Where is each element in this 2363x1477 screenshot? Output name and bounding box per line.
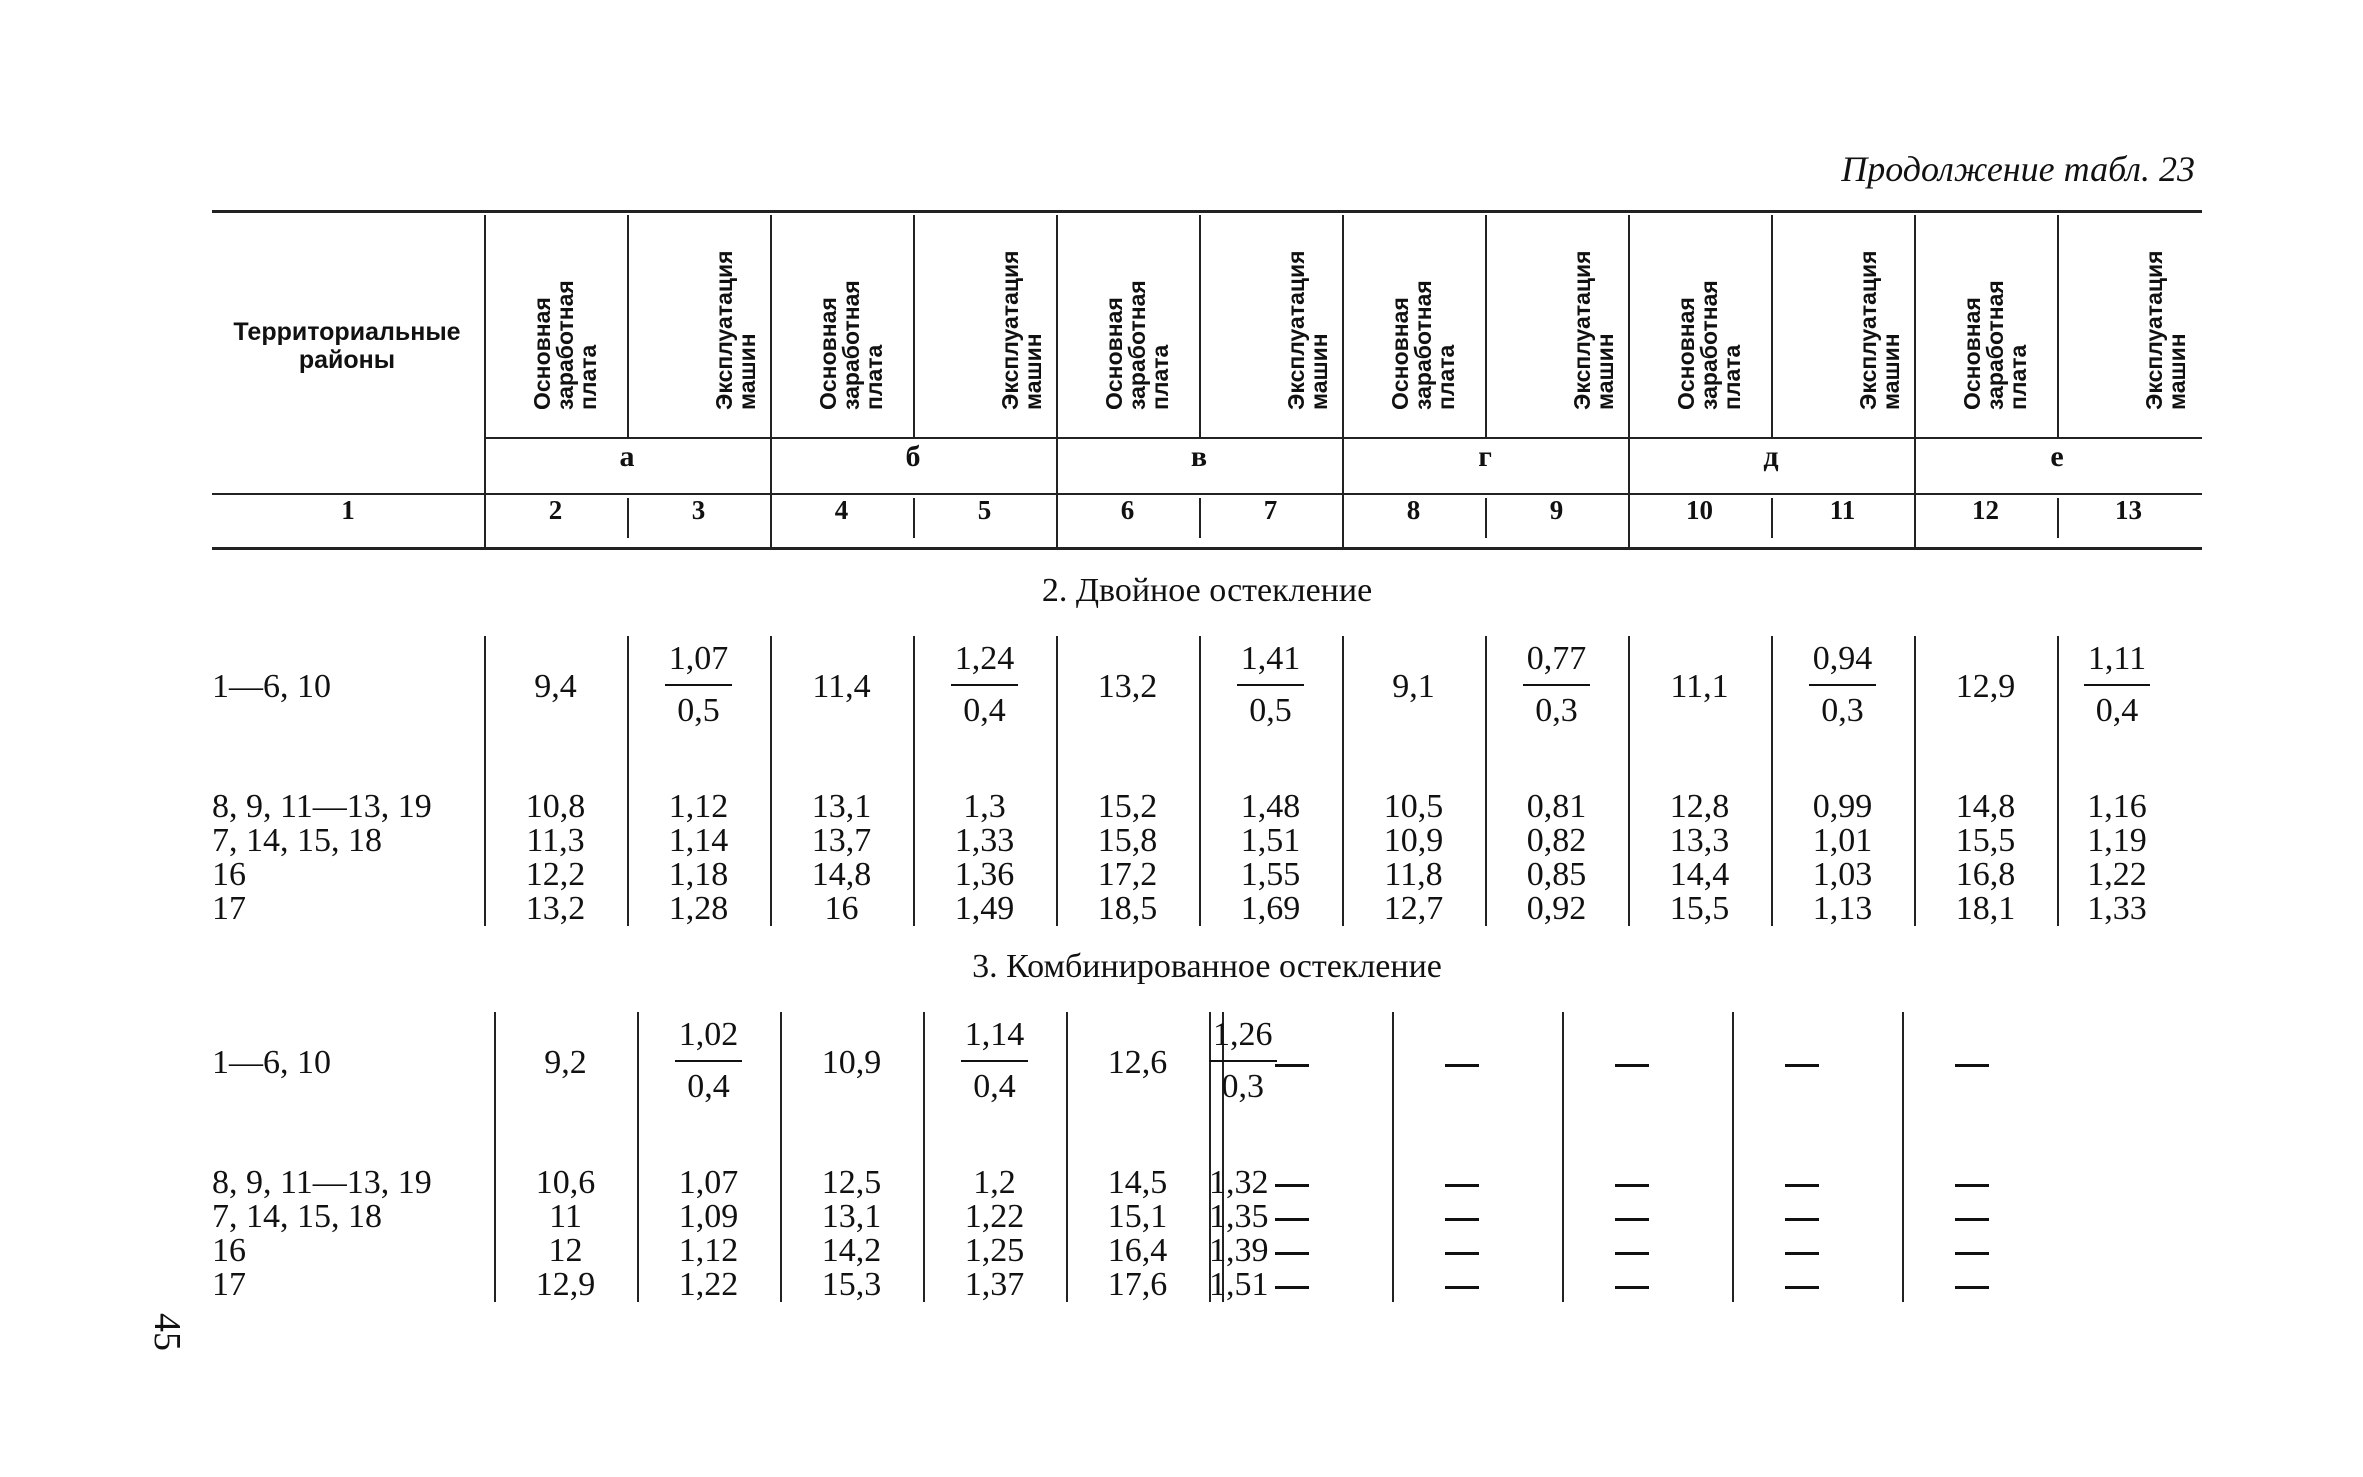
table-cell: 12 xyxy=(548,1232,583,1269)
column-group-letter: в xyxy=(1190,440,1208,473)
fraction-denominator: 0,4 xyxy=(687,1068,730,1105)
region-label: 8, 9, 11—13, 19 xyxy=(212,1164,432,1201)
column-number: 5 xyxy=(977,495,992,525)
table-cell xyxy=(1222,1232,1362,1270)
table-cell xyxy=(1392,1266,1532,1304)
column-header-text: Эксплуатация машин xyxy=(997,250,1046,410)
table-cell: 16,8 xyxy=(1955,856,2016,893)
table-cell: 10,9 xyxy=(1383,822,1444,859)
table-cell: 1,28 xyxy=(668,890,729,927)
table-header xyxy=(212,210,2202,550)
column-number: 6 xyxy=(1120,495,1135,525)
table-cell: 0,85 xyxy=(1526,856,1587,893)
dash-value xyxy=(1445,1252,1479,1255)
column-number: 10 xyxy=(1686,495,1713,525)
data-table xyxy=(212,210,2202,1302)
table-cell xyxy=(1222,1044,1362,1082)
table-cell: 1,09 xyxy=(678,1198,739,1235)
fraction-value xyxy=(961,1016,1029,1106)
column-header-text: Эксплуатация машин xyxy=(2141,250,2190,410)
continuation-label: Продолжение табл. 23 xyxy=(1841,149,2195,189)
region-label: 17 xyxy=(212,890,246,927)
table-cell: 1,12 xyxy=(668,788,729,825)
table-cell: 0,92 xyxy=(1526,890,1587,927)
table-cell: 1,22 xyxy=(2087,856,2147,893)
table-cell: 13,7 xyxy=(811,822,872,859)
fraction-denominator: 0,3 xyxy=(1821,692,1864,729)
table-cell xyxy=(1392,1232,1532,1270)
table-cell: 1,03 xyxy=(1812,856,1873,893)
column-header-text: Эксплуатация машин xyxy=(1855,250,1904,410)
fraction-value xyxy=(951,640,1019,730)
table-cell: 9,1 xyxy=(1392,668,1435,705)
fraction-denominator: 0,3 xyxy=(1535,692,1578,729)
column-header-text: Эксплуатация машин xyxy=(1283,250,1332,410)
table-cell: 12,8 xyxy=(1669,788,1730,825)
fraction-value xyxy=(1809,640,1877,730)
header-column-divider xyxy=(1771,215,1773,437)
table-cell: 13,1 xyxy=(811,788,872,825)
table-cell: 1,18 xyxy=(668,856,729,893)
table-cell: 12,6 xyxy=(1107,1044,1168,1081)
table-cell: 13,2 xyxy=(1097,668,1158,705)
table-cell: 14,5 xyxy=(1107,1164,1168,1201)
table-cell xyxy=(1902,1266,2042,1304)
fraction-numerator: 1,02 xyxy=(675,1016,743,1062)
table-cell: 1,19 xyxy=(2087,822,2147,859)
table-cell: 11 xyxy=(549,1198,582,1235)
table-cell: 1,32 xyxy=(1209,1164,1269,1201)
table-cell: 1,37 xyxy=(964,1266,1025,1303)
column-header-text: Основная заработная плата xyxy=(529,280,601,410)
fraction-value xyxy=(1237,640,1305,730)
column-header xyxy=(2109,222,2189,410)
column-number: 4 xyxy=(834,495,849,525)
dash-value xyxy=(1275,1218,1309,1221)
column-header xyxy=(965,222,1045,410)
table-cell: 1,2 xyxy=(973,1164,1016,1201)
table-cell: 15,5 xyxy=(1669,890,1730,927)
table-cell xyxy=(1732,1232,1872,1270)
header-column-divider xyxy=(1485,215,1487,437)
column-header xyxy=(806,222,886,410)
region-label: 16 xyxy=(212,856,246,893)
column-header-text: Основная заработная плата xyxy=(1387,280,1459,410)
column-header xyxy=(1950,222,2030,410)
column-header-text: Основная заработная плата xyxy=(1101,280,1173,410)
table-cell: 1,55 xyxy=(1240,856,1301,893)
table-cell xyxy=(1485,640,1628,730)
dash-value xyxy=(1445,1064,1479,1067)
table-cell xyxy=(1902,1198,2042,1236)
table-cell: 15,8 xyxy=(1097,822,1158,859)
region-label: 7, 14, 15, 18 xyxy=(212,822,382,859)
column-number: 7 xyxy=(1263,495,1278,525)
dash-value xyxy=(1955,1286,1989,1289)
table-cell: 18,5 xyxy=(1097,890,1158,927)
dash-value xyxy=(1955,1218,1989,1221)
table-cell: 1,01 xyxy=(1812,822,1873,859)
column-group-letter: е xyxy=(2050,440,2064,473)
table-cell: 1,14 xyxy=(668,822,729,859)
table-cell: 1,12 xyxy=(678,1232,739,1269)
table-cell xyxy=(1562,1164,1702,1202)
table-cell xyxy=(1392,1164,1532,1202)
table-cell xyxy=(627,640,770,730)
table-cell: 12,2 xyxy=(525,856,586,893)
table-cell: 1,36 xyxy=(954,856,1015,893)
table-cell xyxy=(1222,1266,1362,1304)
fraction-denominator: 0,4 xyxy=(973,1068,1016,1105)
column-number: 11 xyxy=(1829,495,1856,525)
dash-value xyxy=(1615,1286,1649,1289)
table-cell: 15,5 xyxy=(1955,822,2016,859)
table-cell: 14,8 xyxy=(811,856,872,893)
column-header xyxy=(679,222,759,410)
table-cell: 18,1 xyxy=(1955,890,2016,927)
header-column-divider xyxy=(1199,215,1201,437)
table-cell: 1,22 xyxy=(964,1198,1025,1235)
table-cell: 1,51 xyxy=(1240,822,1301,859)
fraction-denominator: 0,4 xyxy=(2095,692,2139,729)
column-header xyxy=(1537,222,1617,410)
table-cell xyxy=(1392,1044,1532,1082)
fraction-numerator: 0,94 xyxy=(1809,640,1877,686)
table-cell xyxy=(1902,1232,2042,1270)
column-header-text: Эксплуатация машин xyxy=(711,250,760,410)
table-cell xyxy=(1732,1164,1872,1202)
table-cell: 1,49 xyxy=(954,890,1015,927)
dash-value xyxy=(1275,1252,1309,1255)
fraction-denominator: 0,5 xyxy=(1249,692,1292,729)
region-label: 16 xyxy=(212,1232,246,1269)
table-cell: 1,13 xyxy=(1812,890,1873,927)
table-cell xyxy=(923,1016,1066,1106)
table-cell: 1,22 xyxy=(678,1266,739,1303)
table-cell xyxy=(1209,1016,1273,1106)
table-cell: 14,4 xyxy=(1669,856,1730,893)
table-cell: 0,82 xyxy=(1526,822,1587,859)
column-group-letter: а xyxy=(619,440,635,473)
dash-value xyxy=(1615,1064,1649,1067)
fraction-value xyxy=(665,640,733,730)
region-label: 17 xyxy=(212,1266,246,1303)
table-cell xyxy=(1562,1198,1702,1236)
fraction-numerator: 1,07 xyxy=(665,640,733,686)
dash-value xyxy=(1275,1184,1309,1187)
header-column-divider xyxy=(913,215,915,437)
table-cell xyxy=(1732,1266,1872,1304)
fraction-value xyxy=(2084,640,2150,730)
table-cell: 15,1 xyxy=(1107,1198,1168,1235)
column-number: 12 xyxy=(1972,495,1999,525)
fraction-denominator: 0,3 xyxy=(1221,1068,1264,1105)
fraction-numerator: 1,41 xyxy=(1237,640,1305,686)
fraction-value xyxy=(675,1016,743,1106)
column-header xyxy=(1251,222,1331,410)
fraction-value xyxy=(1523,640,1591,730)
table-cell: 15,2 xyxy=(1097,788,1158,825)
fraction-numerator: 0,77 xyxy=(1523,640,1591,686)
table-cell: 11,3 xyxy=(526,822,585,859)
table-cell: 1,25 xyxy=(964,1232,1025,1269)
table-cell: 12,7 xyxy=(1383,890,1444,927)
dash-value xyxy=(1785,1064,1819,1067)
table-cell xyxy=(1732,1198,1872,1236)
table-cell: 10,5 xyxy=(1383,788,1444,825)
column-header-text: Эксплуатация машин xyxy=(1569,250,1618,410)
table-cell: 1,39 xyxy=(1209,1232,1269,1269)
fraction-numerator: 1,26 xyxy=(1209,1016,1277,1062)
table-cell: 16,4 xyxy=(1107,1232,1168,1269)
table-cell: 0,99 xyxy=(1812,788,1873,825)
table-cell: 1,35 xyxy=(1209,1198,1269,1235)
table-cell xyxy=(1562,1044,1702,1082)
column-header xyxy=(1378,222,1458,410)
column-header-text: Основная заработная плата xyxy=(1959,280,2031,410)
dash-value xyxy=(1955,1252,1989,1255)
table-cell: 10,8 xyxy=(525,788,586,825)
table-cell: 15,3 xyxy=(821,1266,882,1303)
fraction-numerator: 1,11 xyxy=(2084,640,2150,686)
dash-value xyxy=(1785,1218,1819,1221)
dash-value xyxy=(1955,1064,1989,1067)
page-number: 45 xyxy=(146,1313,188,1351)
dash-value xyxy=(1445,1286,1479,1289)
header-column-divider xyxy=(627,215,629,437)
table-cell: 14,2 xyxy=(821,1232,882,1269)
table-cell xyxy=(1902,1164,2042,1202)
table-cell: 13,3 xyxy=(1669,822,1730,859)
column-group-letter: б xyxy=(905,440,921,473)
table-cell: 10,6 xyxy=(535,1164,596,1201)
table-cell: 10,9 xyxy=(821,1044,882,1081)
column-group-letter: г xyxy=(1478,440,1492,473)
table-cell: 17,2 xyxy=(1097,856,1158,893)
number-bottom-rule xyxy=(212,547,2202,550)
column-number: 1 xyxy=(341,495,355,525)
header-column-divider xyxy=(2057,215,2059,437)
table-cell xyxy=(1199,640,1342,730)
column-number: 2 xyxy=(548,495,563,525)
region-label: 1—6, 10 xyxy=(212,1044,331,1081)
table-cell xyxy=(1732,1044,1872,1082)
dash-value xyxy=(1615,1184,1649,1187)
table-cell: 11,4 xyxy=(812,668,871,705)
row-header-label: Территориальные районы xyxy=(233,318,461,374)
fraction-denominator: 0,4 xyxy=(963,692,1006,729)
section-title: 3. Комбинированное остекление xyxy=(972,948,1442,985)
dash-value xyxy=(1445,1218,1479,1221)
table-cell: 1,3 xyxy=(963,788,1006,825)
dash-value xyxy=(1615,1218,1649,1221)
dash-value xyxy=(1785,1286,1819,1289)
fraction-numerator: 1,24 xyxy=(951,640,1019,686)
section-double xyxy=(212,572,2202,926)
column-group-letter: д xyxy=(1763,440,1779,473)
table-cell: 1,16 xyxy=(2087,788,2147,825)
table-cell: 12,5 xyxy=(821,1164,882,1201)
table-cell xyxy=(1562,1232,1702,1270)
table-cell xyxy=(1392,1198,1532,1236)
dash-value xyxy=(1785,1184,1819,1187)
column-header xyxy=(1823,222,1903,410)
table-cell: 11,8 xyxy=(1384,856,1443,893)
table-cell: 1,07 xyxy=(678,1164,739,1201)
table-cell xyxy=(1222,1164,1362,1202)
dash-value xyxy=(1785,1252,1819,1255)
table-cell: 9,2 xyxy=(544,1044,587,1081)
header-top-rule xyxy=(212,210,2202,213)
table-cell: 0,81 xyxy=(1526,788,1587,825)
table-cell: 1,33 xyxy=(954,822,1015,859)
table-cell xyxy=(913,640,1056,730)
section-table xyxy=(212,636,2202,926)
table-cell xyxy=(1562,1266,1702,1304)
table-cell xyxy=(1222,1198,1362,1236)
column-header-text: Основная заработная плата xyxy=(815,280,887,410)
table-cell: 16 xyxy=(824,890,859,927)
region-label: 8, 9, 11—13, 19 xyxy=(212,788,432,825)
table-cell xyxy=(637,1016,780,1106)
fraction-numerator: 1,14 xyxy=(961,1016,1029,1062)
column-number: 8 xyxy=(1406,495,1421,525)
table-cell: 11,1 xyxy=(1670,668,1729,705)
table-cell: 9,4 xyxy=(534,668,577,705)
column-header xyxy=(520,222,600,410)
dash-value xyxy=(1615,1252,1649,1255)
section-combined xyxy=(212,948,2202,1302)
table-cell: 14,8 xyxy=(1955,788,2016,825)
table-cell xyxy=(1902,1044,2042,1082)
dash-value xyxy=(1275,1064,1309,1067)
table-cell xyxy=(2057,640,2177,730)
table-cell: 17,6 xyxy=(1107,1266,1168,1303)
table-cell: 12,9 xyxy=(1955,668,2016,705)
dash-value xyxy=(1955,1184,1989,1187)
table-cell xyxy=(1771,640,1914,730)
dash-value xyxy=(1275,1286,1309,1289)
fraction-denominator: 0,5 xyxy=(677,692,720,729)
column-header xyxy=(1664,222,1744,410)
section-title: 2. Двойное остекление xyxy=(1041,572,1373,609)
column-number: 3 xyxy=(691,495,706,525)
region-label: 7, 14, 15, 18 xyxy=(212,1198,382,1235)
table-cell: 1,48 xyxy=(1240,788,1301,825)
column-number: 13 xyxy=(2115,495,2142,525)
region-label: 1—6, 10 xyxy=(212,668,331,705)
table-cell: 13,1 xyxy=(821,1198,882,1235)
dash-value xyxy=(1445,1184,1479,1187)
table-cell: 13,2 xyxy=(525,890,586,927)
column-header-text: Основная заработная плата xyxy=(1673,280,1745,410)
table-cell: 1,51 xyxy=(1209,1266,1269,1303)
table-cell: 1,69 xyxy=(1240,890,1301,927)
column-header xyxy=(1092,222,1172,410)
column-number: 9 xyxy=(1549,495,1564,525)
table-cell: 12,9 xyxy=(535,1266,596,1303)
section-table xyxy=(212,1012,2202,1302)
table-cell: 1,33 xyxy=(2087,890,2147,927)
